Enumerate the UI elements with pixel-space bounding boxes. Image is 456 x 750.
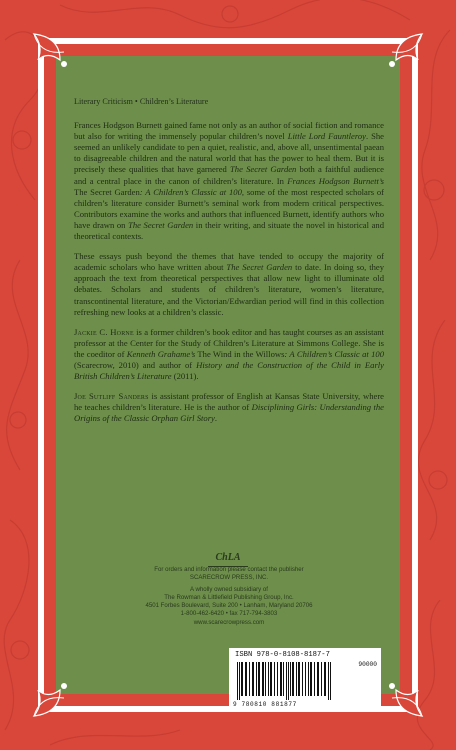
publisher-line: For orders and information please contact the publisher (154, 566, 304, 573)
paragraph2-segment: to date. In doing so, they approach the text from theoretical perspectives that allow new light to illuminate old debates. Scholars and students of children’s literature, women’s literature, transcontinental literature, and the Victorian/Edwardian period will find in this collection refreshing new looks at a children’s classic. (74, 262, 385, 317)
publisher-parent: The Rowman & Littlefield Publishing Group, Inc. (164, 593, 294, 601)
barcode-bar (252, 662, 254, 696)
paragraph1-segment: . She seemed an unlikely candidate to pen a quiet, realistic, and, above all, unsentimental paean to disagreeable children and the natural world that has the power to heal them. But it is precisely these qualities that have garnered (74, 131, 384, 175)
barcode-bar (283, 662, 284, 696)
paragraph1-segment: The Secret Garden (128, 219, 194, 230)
barcode-bar (265, 662, 266, 696)
barcode-bar (296, 662, 297, 696)
paragraph3-segment: : A Children’s Classic at 100 (284, 348, 384, 359)
editor-bio-sanders (74, 391, 384, 424)
barcode-bar (249, 662, 250, 696)
fleur-de-lis-icon (380, 30, 426, 76)
category-label: Literary Criticism • Children’s Literature (74, 97, 209, 106)
paragraph1-segment: in their writing, and situate the novel in historical and theoretical contexts. (74, 219, 384, 242)
barcode-bar (237, 662, 238, 700)
paragraph3-segment: Kenneth Grahame’s (126, 348, 196, 359)
paragraph3-segment: (Scarecrow, 2010) and author of (74, 359, 197, 370)
description-paragraph-2 (74, 251, 384, 318)
paragraph1-segment: The Secret Garden (230, 164, 297, 175)
barcode-bar (268, 662, 269, 696)
paragraph4-segment: is assistant professor of English at Kansas State University, where he teaches children’s literature. He is the author of (74, 391, 384, 413)
chla-logo: ChLA (208, 552, 248, 567)
barcode-bar (270, 662, 272, 696)
publisher-website: www.scarecrowpress.com (193, 618, 265, 626)
paragraph1-segment: Little Lord Fauntleroy (287, 131, 366, 142)
paragraph1-segment: , some of the most respected scholars of children’s literature consider Burnett’s seminal work from modern critical perspectives. Contributors examine the works and authors that influenced Burnett, identify authors who have drawn on (74, 186, 385, 230)
fleur-de-lis-icon (30, 30, 76, 76)
barcode-icon (235, 662, 377, 700)
paragraph3-segment: Jackie C. Horne (74, 326, 134, 337)
fleur-de-lis-icon (380, 674, 426, 720)
barcode-bar (298, 662, 300, 696)
paragraph1-segment: Frances Hodgson Burnett gained fame not only as an author of social fiction and romance but also for writing the immensely popular children’s novel (74, 120, 384, 142)
barcode-bar (274, 662, 275, 696)
barcode-bar (314, 662, 315, 696)
barcode-bar (241, 662, 243, 696)
barcode-bar (256, 662, 257, 696)
barcode-bar (321, 662, 322, 696)
barcode-bar (324, 662, 326, 696)
barcode-bar (305, 662, 306, 696)
barcode-bar (258, 662, 260, 696)
fleur-de-lis-icon (30, 674, 76, 720)
paragraph2-segment: The Secret Garden (226, 262, 293, 273)
description-paragraph-1 (74, 120, 384, 242)
barcode-bar (308, 662, 309, 696)
publisher-phone: 1-800-462-6420 • fax 717-794-3803 (180, 610, 278, 618)
publisher-line: A wholly owned subsidiary of (190, 585, 268, 593)
barcode-bar (280, 662, 282, 696)
paragraph3-segment: History and the Construction of the Child in Early British Children’s Literature (74, 359, 385, 382)
barcode-bar (245, 662, 247, 696)
barcode-bar (286, 662, 287, 700)
publisher-info (74, 566, 384, 627)
paragraph4-segment: . (214, 413, 218, 424)
isbn-barcode (229, 648, 381, 710)
isbn-number: ISBN 978-0-8108-8187-7 (235, 651, 330, 659)
barcode-bar (290, 662, 291, 696)
barcode-bar (277, 662, 278, 696)
paragraph1-segment: both a faithful audience and a central place in the canon of children’s literature. In (74, 164, 384, 186)
barcode-bar (317, 662, 319, 696)
barcode-bar (310, 662, 312, 696)
paragraph3-segment: (2011). (171, 371, 199, 382)
barcode-bar (292, 662, 294, 696)
barcode-bar (302, 662, 303, 696)
barcode-bar (262, 662, 264, 696)
editor-bio-horne (74, 327, 384, 382)
paragraph4-segment: Disciplining Girls: Understanding the Origins of the Classic Orphan Girl Story (74, 402, 384, 424)
barcode-digits: 9 780810 881877 (233, 701, 297, 708)
barcode-bar (288, 662, 289, 700)
paragraph1-segment: The Secret Garden (74, 186, 140, 197)
barcode-bar (330, 662, 331, 700)
barcode-bar (328, 662, 329, 700)
back-cover-text (74, 96, 384, 433)
price-addon-number: 90000 (358, 661, 377, 668)
paragraph4-segment: Joe Sutliff Sanders (74, 391, 149, 402)
paragraph3-segment: is a former children’s book editor and has taught courses as an assistant professor at the Center for the Study of Children’s Literature at Simmons College. She is the coeditor of (74, 326, 384, 359)
paragraph1-segment: : A Children’s Classic at 100 (139, 186, 242, 197)
paragraph1-segment: Frances Hodgson Burnett’s (287, 175, 384, 186)
publisher-address: 4501 Forbes Boulevard, Suite 200 • Lanham, Maryland 20706 (145, 602, 313, 610)
paragraph2-segment: These essays push beyond the themes that have tended to occupy the majority of academic scholars who have written about (74, 251, 384, 273)
barcode-bar (239, 662, 240, 700)
publisher-name: SCARECROW PRESS, INC. (189, 574, 269, 582)
paragraph3-segment: The Wind in the Willows (195, 348, 285, 359)
